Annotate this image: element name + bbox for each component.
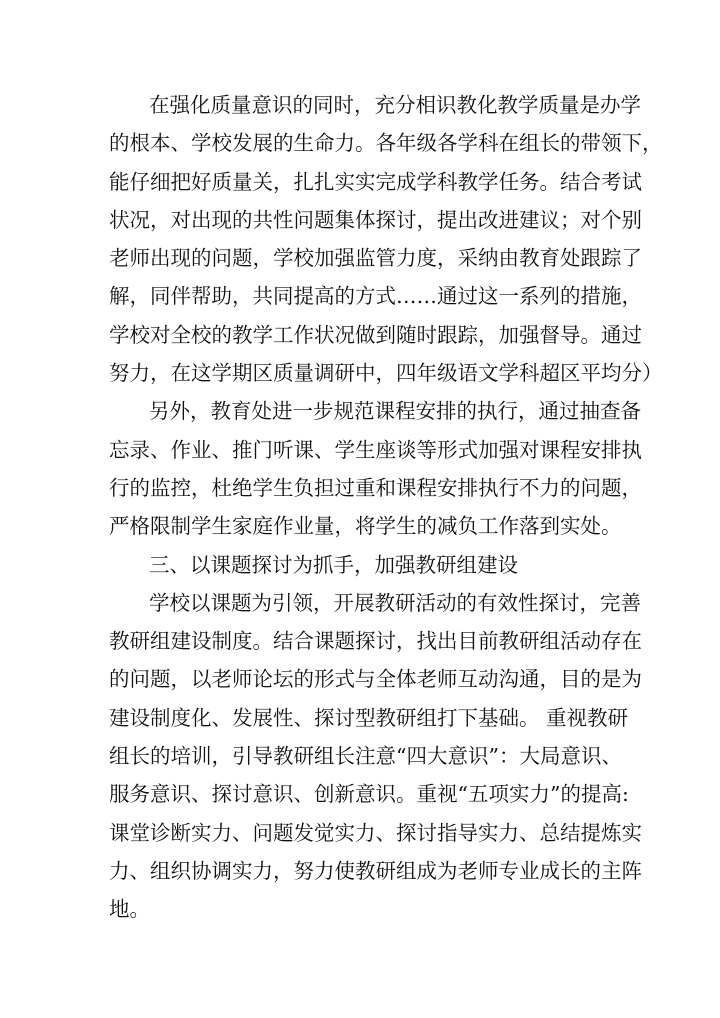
section-heading: 三、以课题探讨为抓手，加强教研组建设 <box>149 552 518 577</box>
paragraph-line: 建设制度化、发展性、探讨型教研组打下基础。 重视教研 <box>109 705 629 730</box>
paragraph-line: 的问题，以老师论坛的形式与全体老师互动沟通，目的是为 <box>109 667 642 692</box>
paragraph-line: 行的监控，杜绝学生负担过重和课程安排执行不力的问题， <box>109 475 642 500</box>
paragraph-line: 学校对全校的教学工作状况做到随时跟踪，加强督导。通过 <box>109 322 642 347</box>
paragraph-line: 忘录、作业、推门听课、学生座谈等形式加强对课程安排执 <box>109 437 642 462</box>
paragraph-line: 另外，教育处进一步规范课程安排的执行，通过抽查备 <box>149 399 641 424</box>
document-body <box>109 86 663 929</box>
paragraph-line: 力、组织协调实力，努力使教研组成为老师专业成长的主阵 <box>109 858 642 883</box>
paragraph-line: 状况，对出现的共性问题集体探讨，提出改进建议；对个别 <box>109 207 642 232</box>
paragraph-line: 能仔细把好质量关，扎扎实实完成学科教学任务。结合考试 <box>109 169 642 194</box>
paragraph-line: 学校以课题为引领，开展教研活动的有效性探讨，完善 <box>149 590 641 615</box>
paragraph-line: 努力，在这学期区质量调研中，四年级语文学科超区平均分） <box>109 361 663 386</box>
paragraph-line: 的根本、学校发展的生命力。各年级各学科在组长的带领下， <box>109 131 663 156</box>
paragraph-line: 服务意识、探讨意识、创新意识。重视“五项实力”的提高: <box>109 782 629 807</box>
paragraph-line: 组长的培训，引导教研组长注意“四大意识”：大局意识、 <box>109 744 622 769</box>
paragraph-line: 严格限制学生家庭作业量，将学生的减负工作落到实处。 <box>109 514 622 539</box>
paragraph-line: 解，同伴帮助，共同提高的方式……通过这一系列的措施， <box>109 284 642 309</box>
paragraph-line: 老师出现的问题，学校加强监管力度，采纳由教育处跟踪了 <box>109 246 642 271</box>
paragraph-line: 教研组建设制度。结合课题探讨，找出目前教研组活动存在 <box>109 629 642 654</box>
paragraph-line: 在强化质量意识的同时，充分相识教化教学质量是办学 <box>149 93 641 117</box>
paragraph-line: 地。 <box>109 897 150 922</box>
paragraph-line: 课堂诊断实力、问题发觉实力、探讨指导实力、总结提炼实 <box>109 820 642 845</box>
